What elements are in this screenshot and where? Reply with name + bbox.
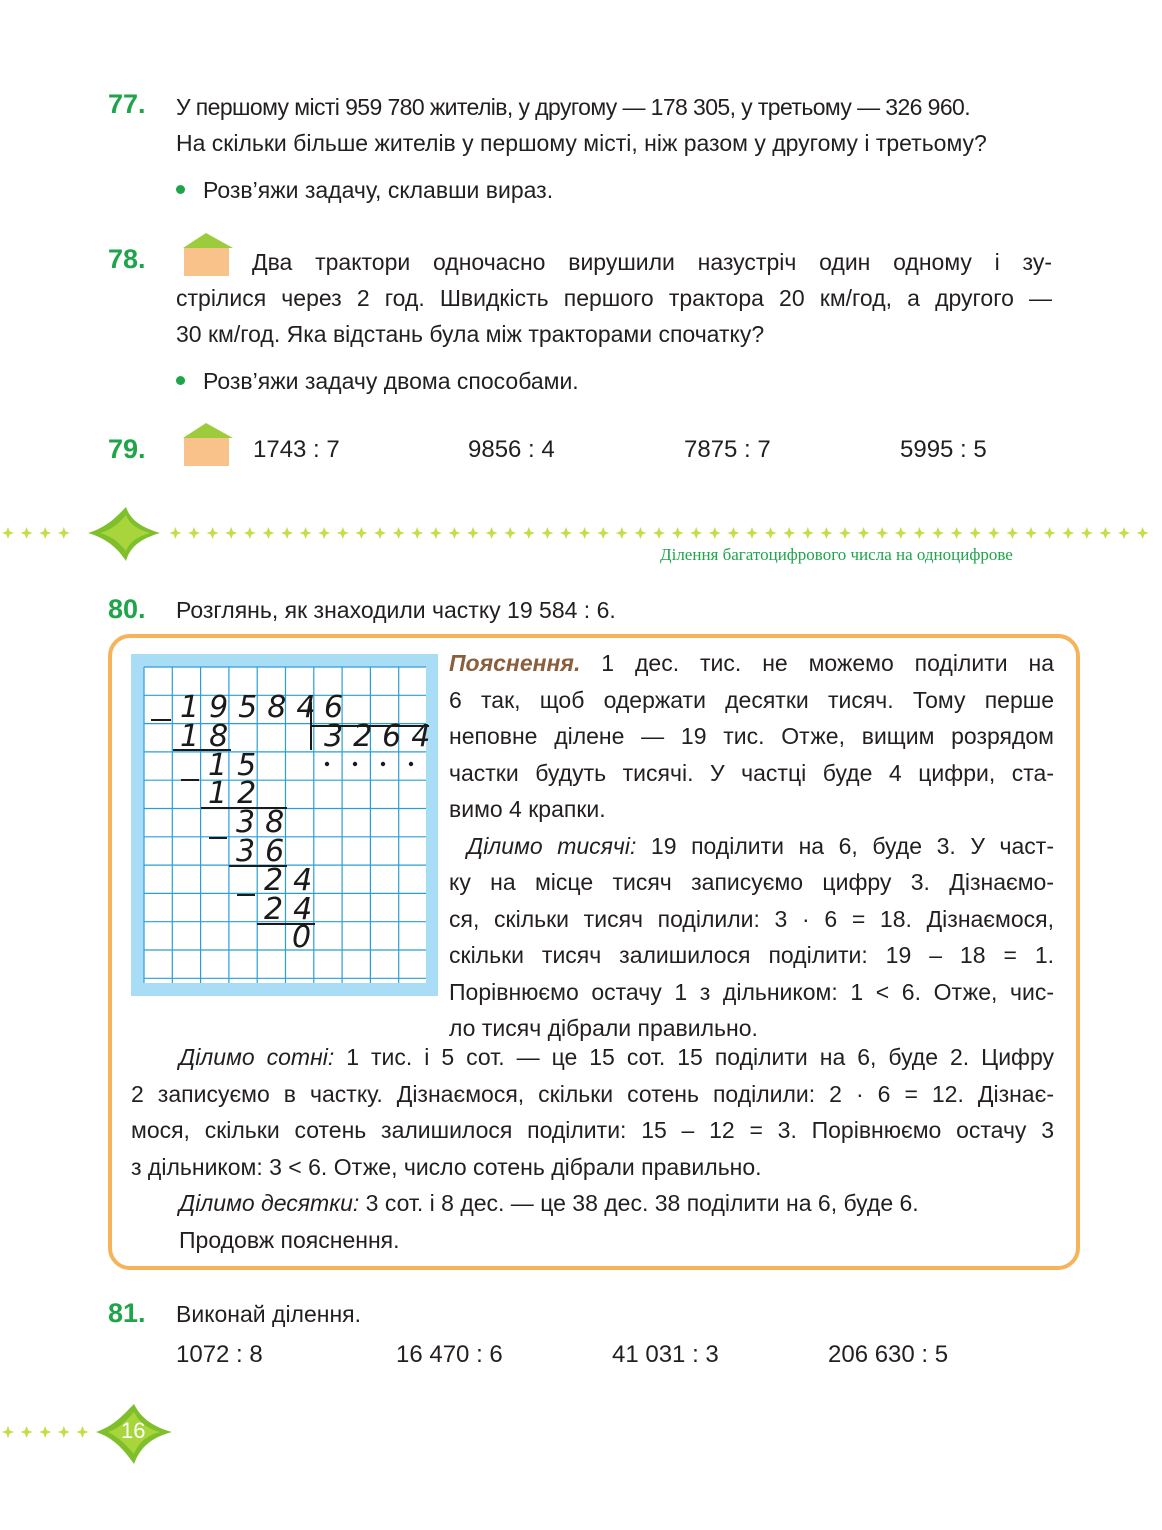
task-80-number: 80. [108,594,146,624]
star-icon [76,1426,88,1438]
star-icon [1081,527,1093,539]
star-icon [355,527,367,539]
explanation-line: мося, скільки сотень залишилося поділити: 15 – 12 = 3. Порівнюємо остачу 3 [131,1117,1054,1143]
task-78-line-2: стрілися через 2 год. Швидкість першого трактора 20 км/год, а другого — [176,285,1052,311]
explanation-label: Ділимо сотні: [179,1044,335,1070]
task-79-expression: 7875 : 7 [684,436,771,463]
star-icon [951,527,963,539]
star-icon [1044,527,1056,539]
star-icon [504,527,516,539]
task-77-bullet-text: Розв’яжи задачу, склавши вираз. [203,177,554,203]
star-icon [876,527,888,539]
page-number-badge [0,1400,200,1470]
division-quotient: 3264 [324,719,441,754]
star-icon [58,1426,70,1438]
star-icon [169,527,181,539]
star-icon [597,527,609,539]
star-icon [541,527,553,539]
explanation-line: неповне ділене — 19 тис. Отже, вищим розрядом [449,723,1054,749]
explanation-line: ло тисяч дібрали правильно. [449,1015,758,1041]
star-icon [913,527,925,539]
star-icon [281,527,293,539]
star-icon [39,527,51,539]
section-title: Ділення багатоцифрового числа на одноцифрове [660,545,1013,564]
page-number: 16 [121,1418,146,1443]
division-step: 18 [180,719,239,754]
explanation-heading: Пояснення. [449,650,581,676]
star-icon [1062,527,1074,539]
task-80-intro: Розглянь, як знаходили частку 19 584 : 6. [176,597,616,623]
task-79-expression: 1743 : 7 [253,436,340,463]
star-icon [486,527,498,539]
bullet-icon [176,185,185,194]
star-icon [1099,527,1111,539]
star-icon [337,527,349,539]
task-78-bullet-text: Розв’яжи задачу двома способами. [203,368,579,394]
long-division-grid [131,654,441,996]
star-icon [448,527,460,539]
star-icon [895,527,907,539]
star-icon [727,527,739,539]
explanation-line [449,828,1054,865]
task-78-line-1: Два трактори одночасно вирушили назустріч один одному і зу- [252,249,1052,275]
explanation-line: ся, скільки тисяч поділили: 3 · 6 = 18. Дізнаємося, [449,905,1054,932]
star-icon [21,527,33,539]
task-81-expression: 16 470 : 6 [396,1341,503,1368]
explanation-text: 3 сот. і 8 дес. — це 38 дес. 38 поділити на 6, буде 6. [359,1190,919,1216]
bullet-icon [176,376,185,385]
star-icon [579,527,591,539]
task-78-line-3: 30 км/год. Яка відстань була між тракторами спочатку? [176,321,765,347]
star-icon [393,527,405,539]
house-icon [177,231,235,277]
task-78-number: 78. [108,244,146,274]
division-step: 38 [236,805,295,840]
star-icon [1025,527,1037,539]
explanation-label: Ділимо тисячі: [467,832,637,859]
division-step: 24 [264,892,323,927]
star-icon [374,527,386,539]
star-icon [783,527,795,539]
explanation-line [131,1185,1054,1222]
star-icon [802,527,814,539]
star-icon [188,527,200,539]
star-icon [2,527,14,539]
task-81-expression: 206 630 : 5 [828,1341,949,1368]
task-77-line-1: У першому місті 959 780 жителів, у другому — 178 305, у третьому — 326 960. [176,94,971,120]
star-icon [634,527,646,539]
explanation-text: 1 дес. тис. не можемо поділити на [580,650,1054,676]
division-step: 24 [264,863,323,898]
star-icon [21,1426,33,1438]
star-icon [858,527,870,539]
star-icon [523,527,535,539]
star-icon [1137,527,1149,539]
star-icon [932,527,944,539]
task-77-number: 77. [108,89,146,119]
star-icon [765,527,777,539]
division-step: 36 [236,834,295,869]
star-icon [300,527,312,539]
task-77-bullet [176,172,553,208]
explanation-line [449,645,1054,682]
task-79-expression: 5995 : 5 [900,436,987,463]
star-icon [411,527,423,539]
star-icon [746,527,758,539]
star-icon [672,527,684,539]
explanation-full-width [131,1039,1054,1258]
star-icon [2,1426,14,1438]
task-81-number: 81. [108,1298,146,1328]
explanation-line: скільки тисяч залишилося поділити: 19 – 18 = 1. [449,942,1054,968]
task-79-number: 79. [108,434,146,464]
star-icon [318,527,330,539]
task-81-expression: 41 031 : 3 [612,1341,719,1368]
star-icon [58,527,70,539]
explanation-line: 2 записуємо в частку. Дізнаємося, скільки сотень поділили: 2 · 6 = 12. Дізнає- [131,1080,1054,1107]
explanation-line: з дільником: 3 < 6. Отже, число сотень дібрали правильно. [131,1153,762,1180]
division-step: 15 [208,748,267,783]
star-icon [225,527,237,539]
star-icon [244,527,256,539]
star-icon [1118,527,1130,539]
task-78-bullet [176,363,579,399]
star-icon [430,527,442,539]
explanation-line [131,1039,1054,1076]
star-icon [709,527,721,539]
task-81-intro: Виконай ділення. [176,1301,362,1327]
star-icon [207,527,219,539]
house-icon [177,421,235,467]
task-79-expression: 9856 : 4 [468,436,555,463]
division-step: 0 [292,920,312,955]
star-icon [1006,527,1018,539]
star-icon [560,527,572,539]
explanation-text: 19 поділити на 6, буде 3. У част- [636,832,1054,859]
division-step: 12 [208,776,267,811]
division-divisor: 6 [324,690,344,725]
star-icon [820,527,832,539]
division-lines [131,654,441,996]
star-icon [839,527,851,539]
explanation-line: Продовж пояснення. [179,1226,400,1253]
explanation-line: вимо 4 крапки. [449,796,606,822]
explanation-text: 1 тис. і 5 сот. — це 15 сот. 15 поділити на 6, буде 2. Цифру [334,1044,1054,1070]
explanation-line: частки будуть тисячі. У частці буде 4 цифри, ста- [449,759,1054,786]
division-dividend: 19584 [180,690,326,725]
star-icon [467,527,479,539]
star-icon [969,527,981,539]
task-77-line-2: На скільки більше жителів у першому місті, ніж разом у другому і третьому? [176,130,987,156]
star-icon [616,527,628,539]
explanation-line: ку на місце тисяч записуємо цифру 3. Дізнаємо- [449,869,1054,895]
star-icon [988,527,1000,539]
star-icon [690,527,702,539]
star-icon [653,527,665,539]
star-icon [262,527,274,539]
explanation-line: 6 так, щоб одержати десятки тисяч. Тому перше [449,686,1054,713]
task-81-expression: 1072 : 8 [176,1341,263,1368]
explanation-line: Порівнюємо остачу 1 з дільником: 1 < 6. Отже, чис- [449,978,1054,1005]
explanation-label: Ділимо десятки: [179,1190,360,1216]
explanation-right-column [449,645,1054,1047]
star-icon [39,1426,51,1438]
